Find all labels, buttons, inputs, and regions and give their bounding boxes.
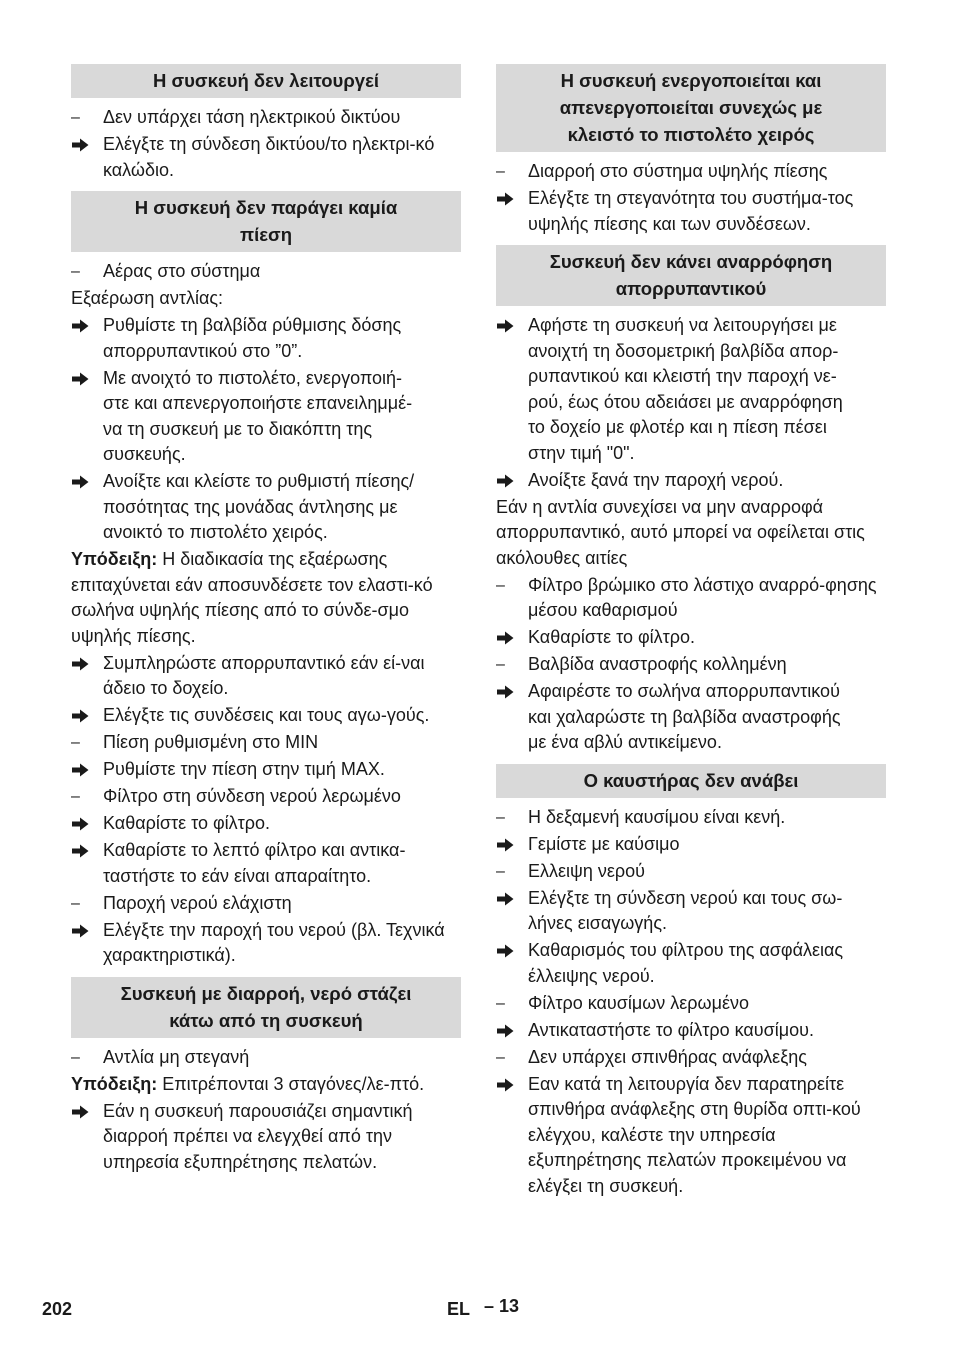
cause-text: Βαλβίδα αναστροφής κολλημένη (528, 654, 787, 674)
note-label: Υπόδειξη: (71, 549, 158, 569)
language-code: EL (447, 1299, 471, 1319)
remedy-text: Αφήστε τη συσκευή να λειτουργήσει με ανοιχτή τη δοσομετρική βαλβίδα απορ- ρυπαντικού και κλειστή την παροχή νε- ρού, έως ότου αδειάσει με αναρρόφηση το δοχείο με φλοτέρ και η πίεση πέσει στην τιμή "0". (528, 315, 843, 463)
remedy-text: Αφαιρέστε το σωλήνα απορρυπαντικού και χαλαρώστε τη βαλβίδα αναστροφής με ένα αβλύ αντικείμενο. (528, 681, 841, 752)
cause-item (71, 105, 461, 131)
remedy-text: Αντικαταστήστε το φίλτρο καυσίμου. (528, 1019, 814, 1040)
remedy-text: Γεμίστε με καύσιμο (528, 833, 680, 854)
remedy-item (71, 366, 461, 468)
remedy-text: Καθαρισμός του φίλτρου της ασφάλειας έλλειψης νερού. (528, 940, 844, 986)
paragraph: Εξαέρωση αντλίας: (71, 288, 224, 308)
cause-item (496, 859, 886, 885)
remedy-item (496, 1018, 886, 1044)
cause-item (496, 159, 886, 185)
cause-text: Δεν υπάρχει σπινθήρας ανάφλεξης (528, 1046, 807, 1067)
section-heading: Η συσκευή δεν παράγει καμία πίεση (71, 191, 461, 252)
cause-text: Αντλία μη στεγανή (103, 1046, 250, 1067)
remedy-text: Ρυθμίστε την πίεση στην τιμή MAX. (103, 759, 385, 779)
cause-text: Διαρροή στο σύστημα υψηλής πίεσης (528, 161, 828, 181)
note-text: Η διαδικασία της εξαέρωσης επιταχύνεται εάν αποσυνδέσετε τον ελαστι-κό σωλήνα υψηλής πίεσης από το σύνδε-σμο υψηλής πίεσης. (71, 549, 433, 646)
left-column (71, 64, 461, 1177)
dash-bullet-icon: – (496, 1048, 505, 1066)
remedy-text: Ανοίξτε ξανά την παροχή νερού. (528, 469, 784, 490)
section-heading: Η συσκευή ενεργοποιείται και απενεργοποιείται συνεχώς με κλειστό το πιστολέτο χειρός (496, 64, 886, 152)
cause-item (496, 573, 886, 624)
dash-bullet-icon: – (71, 894, 80, 912)
remedy-item (496, 1072, 886, 1200)
note-paragraph (71, 547, 461, 649)
cause-text: Η δεξαμενή καυσίμου είναι κενή. (528, 806, 786, 827)
cause-item (496, 1045, 886, 1071)
cause-text: Φίλτρο βρώμικο στο λάστιχο αναρρό-φησης μέσου καθαρισμού (528, 574, 877, 620)
remedy-item (71, 313, 461, 364)
note-paragraph (71, 1072, 461, 1098)
dash-bullet-icon: – (71, 109, 80, 126)
remedy-text: Ανοίξτε και κλείστε το ρυθμιστή πίεσης/ ποσότητας της μονάδας άντλησης με ανοικτό το πιστολέτο χειρός. (103, 471, 415, 542)
remedy-text: Ελέγξτε την παροχή του νερού (βλ. Τεχνικά χαρακτηριστικά). (103, 919, 445, 965)
dash-bullet-icon: – (496, 994, 505, 1012)
remedy-item (496, 625, 886, 651)
cause-item (496, 991, 886, 1017)
section-heading: Η συσκευή δεν λειτουργεί (71, 64, 461, 98)
remedy-text: Συμπληρώστε απορρυπαντικό εάν εί-ναι άδειο το δοχείο. (103, 652, 425, 698)
remedy-text: Εαν κατά τη λειτουργία δεν παρατηρείτε σπινθήρα ανάφλεξης στη θυρίδα οπτι-κού ελέγχου, καλέστε την υπηρεσία εξυπηρέτησης πελατών προκειμένου να ελέγξει τη συσκευή. (528, 1073, 861, 1196)
cause-text: Ελλειψη νερού (528, 860, 645, 881)
remedy-item (496, 679, 886, 756)
cause-item (71, 1045, 461, 1071)
cause-item (496, 805, 886, 831)
section-heading: Ο καυστήρας δεν ανάβει (496, 764, 886, 798)
cause-item (71, 259, 461, 285)
remedy-text: Ελέγξτε τη στεγανότητα του συστήμα-τος υψηλής πίεσης και των συνδέσεων. (528, 188, 854, 234)
remedy-text: Καθαρίστε το λεπτό φίλτρο και αντικα-ταστήστε το εάν είναι απαραίτητο. (103, 840, 406, 886)
cause-text: Αέρας στο σύστημα (103, 261, 261, 281)
cause-text: Φίλτρο καυσίμων λερωμένο (528, 992, 750, 1013)
remedy-item (496, 468, 886, 494)
cause-text: Δεν υπάρχει τάση ηλεκτρικού δικτύου (103, 107, 401, 127)
note-label: Υπόδειξη: (71, 1073, 158, 1094)
remedy-item (71, 651, 461, 702)
remedy-text: Ελέγξτε τις συνδέσεις και τους αγω-γούς. (103, 705, 430, 725)
section-heading: Συσκευή δεν κάνει αναρρόφηση απορρυπαντικού (496, 245, 886, 306)
dash-bullet-icon: – (496, 656, 505, 673)
remedy-text: Με ανοιχτό το πιστολέτο, ενεργοποιή- στε και απενεργοποιήστε επανειλημμέ- να τη συσκευή με το διακόπτη της συσκευής. (103, 367, 413, 464)
right-column (496, 64, 886, 1201)
section-page-number: – 13 (484, 1296, 520, 1316)
remedy-item (496, 186, 886, 237)
remedy-item (71, 703, 461, 729)
remedy-item (496, 313, 886, 466)
remedy-text: Εάν η συσκευή παρουσιάζει σημαντική διαρροή πρέπει να ελεγχθεί από την υπηρεσία εξυπηρέτησης πελατών. (103, 1100, 413, 1172)
cause-item (71, 891, 461, 917)
remedy-item (71, 132, 461, 183)
remedy-text: Ελέγξτε τη σύνδεση νερού και τους σω-λήνες εισαγωγής. (528, 887, 843, 933)
remedy-text: Ελέγξτε τη σύνδεση δικτύου/το ηλεκτρι-κό καλώδιο. (103, 134, 435, 180)
dash-bullet-icon: – (496, 862, 505, 880)
dash-bullet-icon: – (496, 576, 505, 594)
paragraph: Εάν η αντλία συνεχίσει να μην αναρροφά απορρυπαντικό, αυτό μπορεί να οφείλεται στις ακόλουθες αιτίες (496, 496, 865, 568)
cause-item (71, 784, 461, 810)
remedy-item (71, 838, 461, 889)
remedy-item (71, 469, 461, 546)
dash-bullet-icon: – (71, 734, 80, 751)
dash-bullet-icon: – (71, 263, 80, 280)
remedy-text: Καθαρίστε το φίλτρο. (528, 627, 695, 647)
cause-item (71, 730, 461, 756)
page-number: 202 (42, 1299, 73, 1319)
note-text: Επιτρέπονται 3 σταγόνες/λε-πτό. (157, 1073, 425, 1094)
remedy-item (496, 832, 886, 858)
remedy-item (71, 757, 461, 783)
dash-bullet-icon: – (496, 163, 505, 180)
cause-item (496, 652, 886, 678)
section-heading: Συσκευή με διαρροή, νερό στάζει κάτω από τη συσκευή (71, 977, 461, 1038)
remedy-item (496, 938, 886, 989)
cause-text: Πίεση ρυθμισμένη στο MIN (103, 732, 319, 752)
cause-text: Παροχή νερού ελάχιστη (103, 892, 292, 913)
dash-bullet-icon: – (71, 1048, 80, 1066)
remedy-item (71, 918, 461, 969)
remedy-text: Καθαρίστε το φίλτρο. (103, 813, 270, 833)
remedy-text: Ρυθμίστε τη βαλβίδα ρύθμισης δόσης απορρυπαντικού στο ”0”. (103, 315, 402, 361)
remedy-item (71, 811, 461, 837)
cause-text: Φίλτρο στη σύνδεση νερού λερωμένο (103, 786, 401, 806)
dash-bullet-icon: – (496, 808, 505, 826)
remedy-item (71, 1099, 461, 1176)
remedy-item (496, 886, 886, 937)
dash-bullet-icon: – (71, 788, 80, 805)
